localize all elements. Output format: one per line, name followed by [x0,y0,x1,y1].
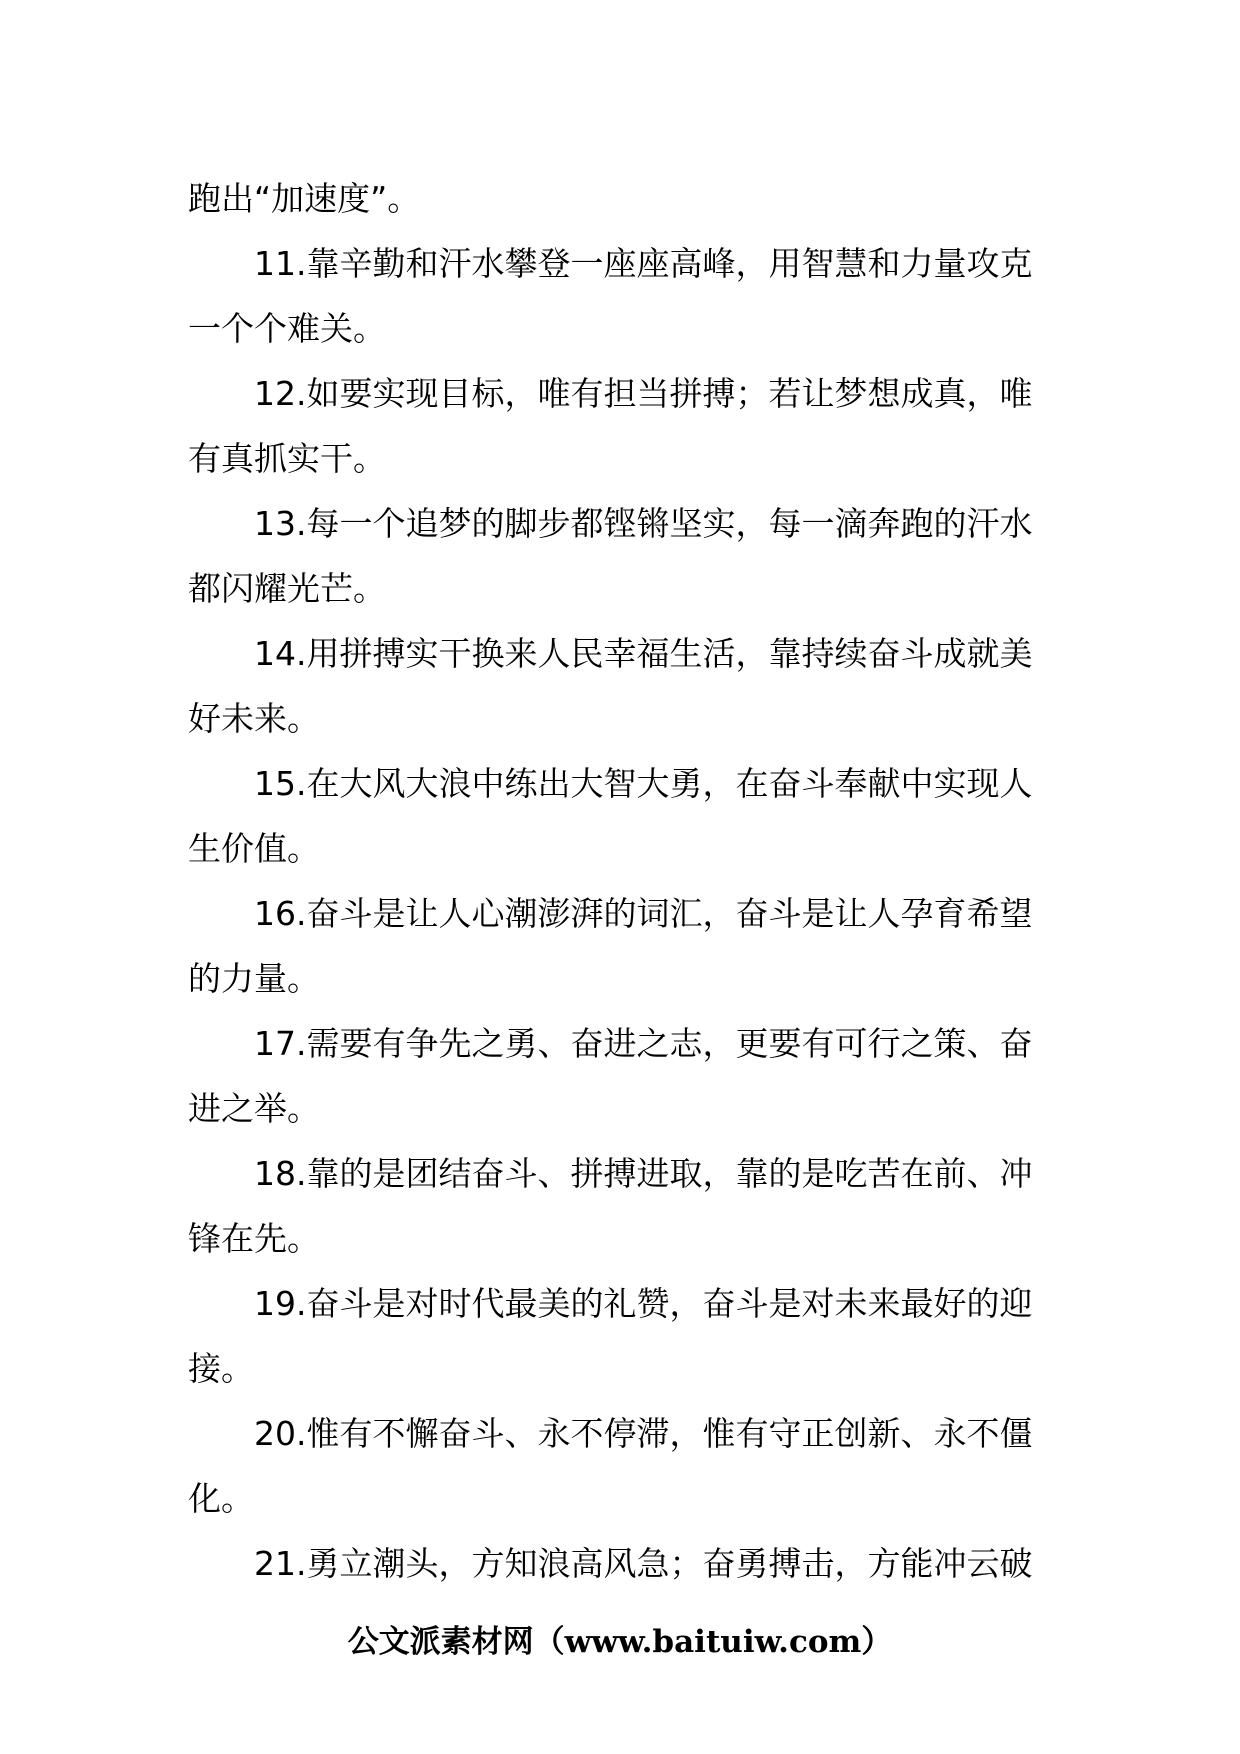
text-line: 12.如要实现目标，唯有担当拼搏；若让梦想成真，唯 [254,374,1033,413]
text-line: 21.勇立潮头，方知浪高风急；奋勇搏击，方能冲云破 [254,1544,1033,1583]
text-line: 18.靠的是团结奋斗、拼搏进取，靠的是吃苦在前、冲 [254,1154,1033,1193]
text-line: 进之举。 [188,1089,320,1128]
text-line: 锋在先。 [188,1219,320,1258]
text-line: 的力量。 [188,959,320,998]
text-line: 20.惟有不懈奋斗、永不停滞，惟有守正创新、永不僵 [254,1414,1033,1453]
text-line: 生价值。 [188,829,320,868]
text-line: 好未来。 [188,699,320,738]
page-footer: 公文派素材网（www.baituiw.com） [347,1624,893,1660]
text-line: 16.奋斗是让人心潮澎湃的词汇，奋斗是让人孕育希望 [254,894,1033,933]
text-line: 接。 [188,1349,254,1388]
text-line: 15.在大风大浪中练出大智大勇，在奋斗奉献中实现人 [254,764,1033,803]
text-line: 化。 [188,1479,254,1518]
text-line: 都闪耀光芒。 [188,569,386,608]
text-line: 19.奋斗是对时代最美的礼赞，奋斗是对未来最好的迎 [254,1284,1033,1323]
text-line: 17.需要有争先之勇、奋进之志，更要有可行之策、奋 [254,1024,1033,1063]
text-line: 一个个难关。 [188,309,386,348]
text-line: 11.靠辛勤和汗水攀登一座座高峰，用智慧和力量攻克 [254,244,1033,283]
text-line: 14.用拼搏实干换来人民幸福生活，靠持续奋斗成就美 [254,634,1033,673]
document-body [188,166,1058,1596]
text-line: 13.每一个追梦的脚步都铿锵坚实，每一滴奔跑的汗水 [254,504,1033,543]
text-line: 有真抓实干。 [188,439,386,478]
text-line: 跑出“加速度”。 [188,179,421,218]
